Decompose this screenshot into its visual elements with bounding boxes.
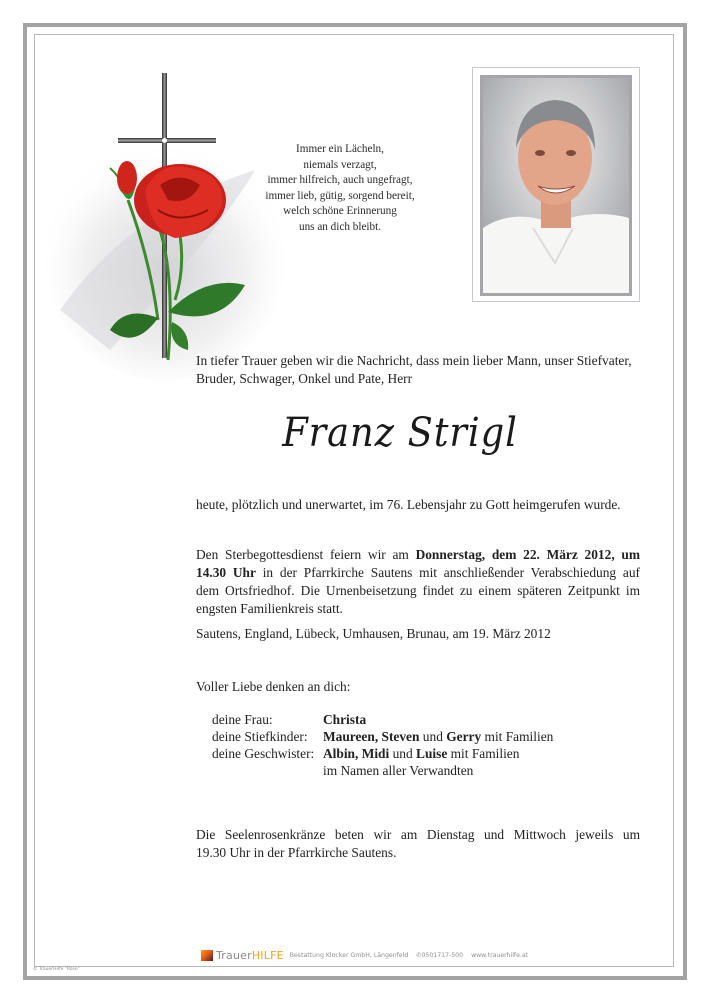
mourner-connector: mit Familien — [447, 746, 520, 761]
place-date-line: Sautens, England, Lübeck, Umhausen, Brunau, am 19. März 2012 — [196, 626, 551, 641]
deceased-name: Franz Strigl — [282, 410, 518, 456]
announcement-intro — [196, 352, 640, 388]
mourner-connector: mit Familien — [481, 729, 554, 744]
mourner-names — [323, 728, 553, 745]
portrait-photo — [480, 75, 632, 296]
mourner-row — [212, 728, 553, 745]
mourner-relation: deine Stiefkinder: — [212, 729, 308, 744]
service-line-2 — [196, 564, 640, 582]
service-line-3: dem Ortsfriedhof. Die Urnenbeisetzung findet zu einem späteren Zeitpunkt im — [196, 583, 640, 598]
mourner-name: Maureen, Steven — [323, 729, 420, 744]
mourner-relation: deine Frau: — [212, 712, 273, 727]
service-date: Donnerstag, dem 22. März 2012, um — [415, 547, 640, 562]
mourners-heading — [196, 678, 640, 696]
service-text: Den Sterbegottesdienst feiern wir am — [196, 547, 416, 562]
mourner-connector: im Namen aller Verwandten — [323, 763, 474, 778]
company-name: Bestattung Klocker GmbH, Längenfeld — [289, 951, 409, 959]
mourner-name: Luise — [416, 746, 448, 761]
mourners-list — [212, 711, 553, 779]
rosary-line-1: Die Seelenrosenkränze beten wir am Dienstag und Mittwoch jeweils um — [196, 827, 640, 842]
death-line: heute, plötzlich und unerwartet, im 76. Lebensjahr zu Gott heimgerufen wurde. — [196, 497, 621, 512]
mourner-row — [212, 762, 553, 779]
portrait-image — [483, 78, 629, 293]
mourner-names — [323, 762, 473, 779]
mourner-row — [212, 745, 553, 762]
verse-line: uns an dich bleibt. — [298, 220, 382, 233]
mourner-connector: und — [419, 729, 447, 744]
verse-line: immer lieb, gütig, sorgend bereit, — [265, 189, 415, 202]
verse-line: welch schöne Erinnerung — [283, 205, 397, 217]
logo-text-trauer: Trauer — [216, 948, 252, 962]
rosary-line-2: 19.30 Uhr in der Pfarrkirche Sautens. — [196, 845, 397, 860]
mourner-name: Christa — [323, 712, 367, 727]
mourner-connector: und — [389, 746, 417, 761]
funeral-service — [196, 546, 640, 618]
mourner-row — [212, 711, 553, 728]
mourner-relation: deine Geschwister: — [212, 746, 315, 761]
memorial-verse — [250, 142, 430, 235]
mourner-names — [323, 711, 366, 728]
rosary-notice — [196, 826, 640, 862]
service-text: in der Pfarrkirche Sautens mit anschließender Verabschiedung auf — [255, 565, 640, 580]
service-time: 14.30 Uhr — [196, 565, 256, 580]
intro-line-1: In tiefer Trauer geben wir die Nachricht, dass mein lieber Mann, unser Stiefvater, — [196, 353, 632, 368]
footer — [201, 948, 536, 962]
mourner-relation — [212, 762, 323, 779]
copyright-note: © TrauerHilfe "Rose" — [33, 967, 80, 972]
verse-line: Immer ein Lächeln, — [296, 143, 384, 155]
service-line-1 — [196, 546, 640, 564]
place-and-date — [196, 625, 640, 643]
verse-line: niemals verzagt, — [303, 158, 377, 171]
phone-number: ✆0501717-500 — [416, 951, 464, 959]
trauerhilfe-logo-icon — [201, 950, 213, 961]
service-line-4: engsten Familienkreis statt. — [196, 601, 343, 616]
verse-line: immer hilfreich, auch ungefragt, — [267, 174, 413, 186]
mourner-name: Gerry — [446, 729, 482, 744]
website-link[interactable]: www.trauerhilfe.at — [471, 951, 529, 959]
death-statement — [196, 496, 640, 514]
intro-line-2: Bruder, Schwager, Onkel und Pate, Herr — [196, 371, 413, 386]
mourner-names — [323, 745, 519, 762]
mourners-heading-text: Voller Liebe denken an dich: — [196, 679, 351, 694]
mourner-name: Albin, Midi — [323, 746, 390, 761]
logo-text-hilfe: HILFE — [251, 948, 284, 962]
